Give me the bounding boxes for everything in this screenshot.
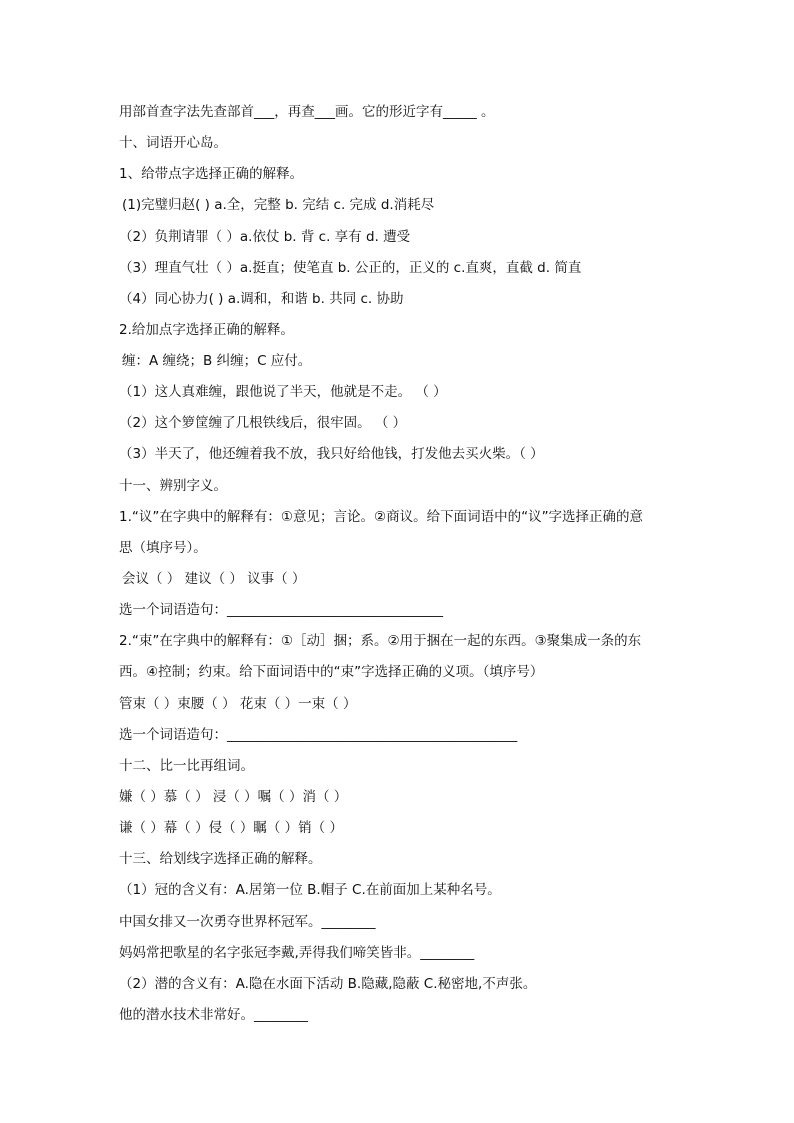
- item-10-2-1: （1）这人真难缠，跟他说了半天，他就是不走。 （ ）: [119, 384, 447, 400]
- compare-row-1: 嫌（ ）慕（ ） 浸（ ）嘱（ ）消（ ）: [119, 789, 348, 805]
- question-10-1: 1、给带点字选择正确的解释。: [119, 166, 304, 182]
- item-10-1-4: （4）同心协力( ) a.调和，和谐 b. 共同 c. 协助: [119, 291, 404, 307]
- compare-row-2: 谦（ ）幕（ ）侵（ ）瞩（ ）销（ ）: [119, 820, 343, 836]
- item-13-2: （2）潜的含义有：A.隐在水面下活动 B.隐藏,隐蔽 C.秘密地,不声张。: [119, 976, 537, 992]
- item-10-2-3: （3）半天了，他还缠着我不放，我只好给他钱，打发他去买火柴。（ ）: [119, 446, 544, 462]
- definition-chan: 缠：A 缠绕；B 纠缠；C 应付。: [122, 353, 312, 369]
- question-11-1: 1.“议”在字典中的解释有：①意见；言论。②商议。给下面词语中的“议”字选择正确的意: [119, 509, 644, 525]
- sentence-prompt-1: 选一个词语造句：________________________________: [119, 602, 443, 618]
- question-10-2: 2.给加点字选择正确的解释。: [119, 322, 294, 338]
- line-radical-lookup: 用部首查字法先查部首___，再查___画。它的形近字有_____ 。: [119, 104, 495, 120]
- item-10-2-2: （2）这个箩筐缠了几根铁线后，很牢固。 （ ）: [119, 415, 407, 431]
- item-10-1-2: （2）负荆请罪（ ）a.依仗 b. 背 c. 享有 d. 遭受: [119, 229, 411, 245]
- item-11-1-words: 会议（ ） 建议（ ） 议事（ ）: [122, 571, 306, 587]
- sentence-prompt-2: 选一个词语造句：___________________________________________: [119, 727, 518, 743]
- question-11-2: 2.“束”在字典中的解释有：①［动］捆；系。②用于捆在一起的东西。③聚集成一条的东: [119, 633, 642, 649]
- item-13-1-b: 妈妈常把歌星的名字张冠李戴,弄得我们啼笑皆非。________: [119, 945, 475, 961]
- question-11-1-cont: 思（填序号）。: [119, 540, 207, 556]
- item-13-2-a: 他的潜水技术非常好。________: [119, 1007, 308, 1023]
- item-10-1-1: (1)完璧归赵( ) a.全，完整 b. 完结 c. 完成 d.消耗尽: [122, 197, 435, 213]
- heading-section-11: 十一、辨别字义。: [119, 478, 227, 494]
- item-11-2-words: 管束（ ）束腰（ ） 花束（ ）一束（ ）: [119, 696, 357, 712]
- heading-section-10: 十、词语开心岛。: [119, 135, 227, 151]
- item-10-1-3: （3）理直气壮（ ）a.挺直；使笔直 b. 公正的，正义的 c.直爽，直截 d. 简直: [119, 260, 582, 276]
- heading-section-12: 十二、比一比再组词。: [119, 758, 254, 774]
- question-11-2-cont: 西。④控制；约束。给下面词语中的“束”字选择正确的义项。（填序号）: [119, 664, 544, 680]
- item-13-1-a: 中国女排又一次勇夺世界杯冠军。________: [119, 914, 376, 930]
- item-13-1: （1）冠的含义有：A.居第一位 B.帽子 C.在前面加上某种名号。: [119, 882, 501, 898]
- heading-section-13: 十三、给划线字选择正确的解释。: [119, 851, 322, 867]
